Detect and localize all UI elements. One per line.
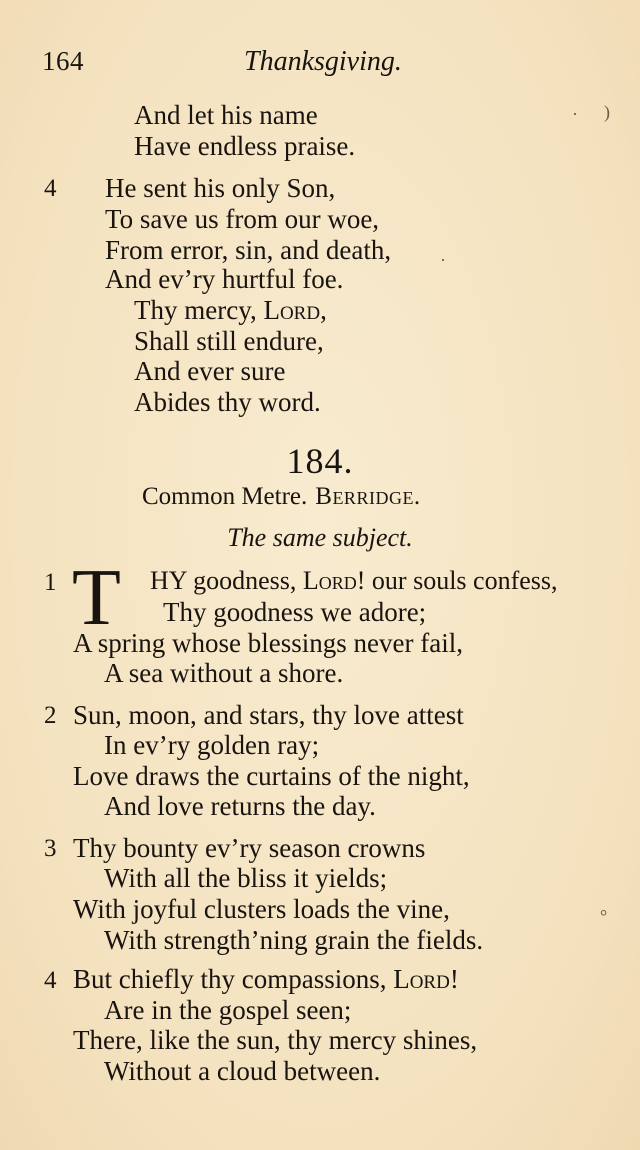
page-header bbox=[0, 46, 640, 80]
verse-line: Thy goodness we adore; bbox=[163, 597, 427, 627]
verse-line: Abides thy word. bbox=[134, 387, 321, 417]
verse-line: To save us from our woe, bbox=[105, 204, 380, 234]
running-title: Thanksgiving. bbox=[244, 46, 402, 77]
hymn-subject: The same subject. bbox=[227, 523, 413, 552]
verse-text: Thy mercy, bbox=[134, 295, 264, 325]
meter: Common Metre. bbox=[142, 483, 308, 510]
verse-number: 4 bbox=[44, 967, 57, 994]
verse-number: 1 bbox=[44, 569, 57, 596]
verse-line: Without a cloud between. bbox=[104, 1056, 381, 1086]
verse-line: A spring whose blessings never fail, bbox=[73, 628, 463, 658]
verse-text: ! bbox=[449, 964, 459, 994]
verse-line: Sun, moon, and stars, thy love attest bbox=[73, 700, 464, 730]
verse-number: 2 bbox=[44, 702, 57, 729]
verse-text: ! our souls confess, bbox=[356, 566, 558, 595]
verse-line: And love returns the day. bbox=[104, 791, 376, 821]
verse-line: From error, sin, and death, bbox=[105, 235, 392, 265]
page-number: 164 bbox=[42, 46, 84, 76]
verse-line: Love draws the curtains of the night, bbox=[73, 761, 470, 791]
drop-cap: T bbox=[72, 554, 121, 642]
verse-line: With all the bliss it yields; bbox=[104, 863, 388, 893]
paper-speck: · bbox=[572, 104, 578, 124]
verse-text: But chiefly thy compassions, bbox=[73, 964, 394, 994]
hymn-meter-line bbox=[142, 483, 421, 511]
verse-line: And ever sure bbox=[134, 356, 286, 386]
lord-smallcaps: Lord bbox=[263, 295, 321, 325]
verse-line: Shall still endure, bbox=[134, 326, 324, 356]
verse-line: In ev’ry golden ray; bbox=[104, 730, 320, 760]
paper-speck: · bbox=[440, 250, 446, 270]
verse-number: 3 bbox=[44, 835, 57, 862]
author: Berridge. bbox=[315, 483, 421, 510]
lord-smallcaps: Lord bbox=[302, 566, 357, 595]
verse-line-lord bbox=[134, 297, 327, 324]
paper-speck: ° bbox=[600, 906, 608, 926]
verse-line: Thy bounty ev’ry season crowns bbox=[73, 833, 426, 863]
verse-line: With joyful clusters loads the vine, bbox=[73, 894, 450, 924]
verse-line: Have endless praise. bbox=[134, 131, 356, 161]
verse-line: There, like the sun, thy mercy shines, bbox=[73, 1025, 478, 1055]
verse-line: With strength’ning grain the fields. bbox=[104, 925, 484, 955]
verse-line: And let his name bbox=[134, 100, 318, 130]
verse-line: He sent his only Son, bbox=[105, 173, 336, 203]
verse-number: 4 bbox=[44, 175, 57, 202]
verse-line: And ev’ry hurtful foe. bbox=[105, 264, 344, 294]
verse-text: , bbox=[320, 295, 327, 325]
verse-line: Are in the gospel seen; bbox=[104, 995, 352, 1025]
hymn-number: 184. bbox=[286, 441, 354, 481]
paper-speck: ) bbox=[604, 102, 610, 122]
verse-text: HY goodness, bbox=[150, 566, 303, 595]
lord-smallcaps: Lord bbox=[393, 964, 450, 994]
verse-line: A sea without a shore. bbox=[104, 658, 344, 688]
verse-line-lord bbox=[73, 966, 459, 993]
verse-line-lord bbox=[150, 568, 558, 594]
